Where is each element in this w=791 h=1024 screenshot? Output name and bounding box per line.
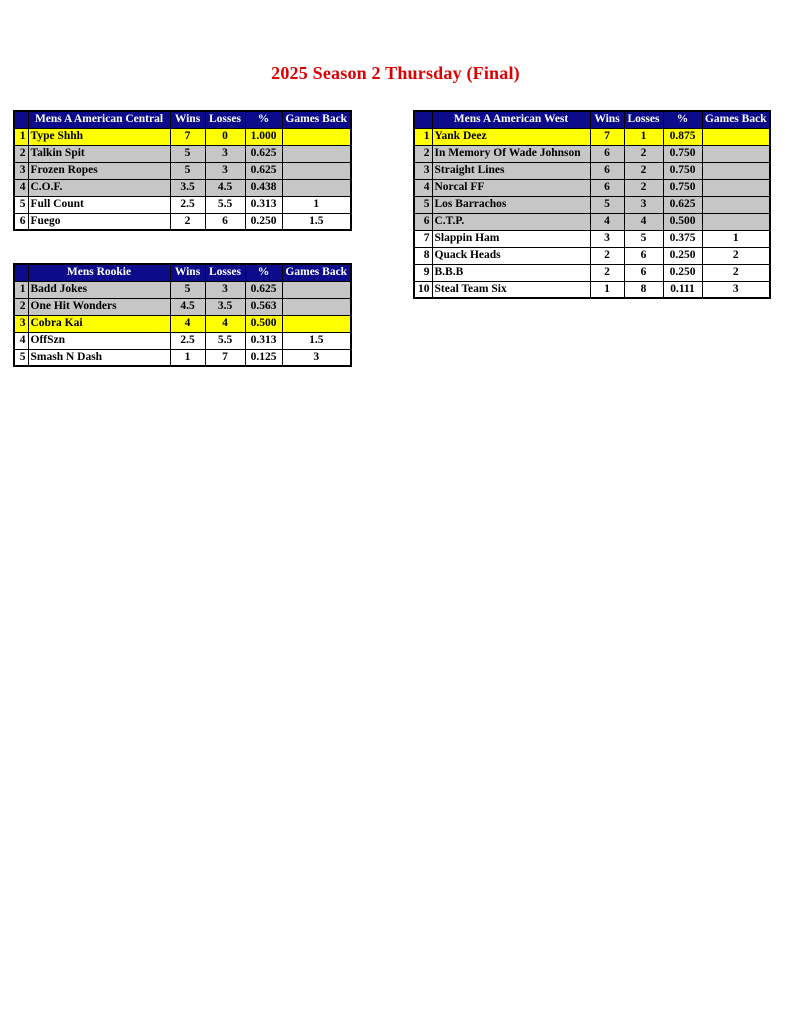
- rank-cell: 3: [14, 315, 28, 332]
- wins-column-header: Wins: [170, 264, 205, 281]
- pct-cell: 0.125: [245, 349, 282, 366]
- losses-column-header: Losses: [205, 111, 245, 128]
- losses-cell: 7: [205, 349, 245, 366]
- rank-cell: 7: [414, 230, 432, 247]
- rank-column-header: [14, 111, 28, 128]
- wins-cell: 5: [170, 145, 205, 162]
- standings-rows: [14, 281, 351, 366]
- rank-cell: 5: [414, 196, 432, 213]
- team-name-cell: Steal Team Six: [432, 281, 590, 298]
- games-back-cell: 1: [282, 196, 351, 213]
- team-name-cell: Type Shhh: [28, 128, 170, 145]
- games-back-column-header: Games Back: [282, 264, 351, 281]
- losses-cell: 0: [205, 128, 245, 145]
- pct-cell: 0.750: [663, 179, 702, 196]
- team-name-cell: Smash N Dash: [28, 349, 170, 366]
- table-row: [14, 196, 351, 213]
- rank-cell: 2: [14, 145, 28, 162]
- team-name-cell: Yank Deez: [432, 128, 590, 145]
- rank-cell: 5: [14, 349, 28, 366]
- rank-cell: 4: [14, 332, 28, 349]
- losses-cell: 3: [205, 162, 245, 179]
- losses-cell: 3: [205, 281, 245, 298]
- wins-cell: 7: [590, 128, 624, 145]
- rank-cell: 2: [414, 145, 432, 162]
- losses-cell: 4.5: [205, 179, 245, 196]
- rank-cell: 3: [14, 162, 28, 179]
- games-back-cell: [282, 145, 351, 162]
- games-back-cell: [282, 179, 351, 196]
- pct-cell: 0.250: [663, 247, 702, 264]
- table-row: [14, 298, 351, 315]
- rank-cell: 6: [414, 213, 432, 230]
- table-header-row: [14, 111, 351, 128]
- rank-cell: 3: [414, 162, 432, 179]
- table-row: [414, 196, 770, 213]
- team-name-cell: Frozen Ropes: [28, 162, 170, 179]
- rank-cell: 8: [414, 247, 432, 264]
- pct-cell: 0.438: [245, 179, 282, 196]
- team-name-cell: In Memory Of Wade Johnson: [432, 145, 590, 162]
- standings-rows: [414, 128, 770, 298]
- wins-cell: 5: [170, 281, 205, 298]
- division-title: Mens A American Central: [28, 111, 170, 128]
- table-row: [14, 349, 351, 366]
- rank-cell: 9: [414, 264, 432, 281]
- table-row: [414, 128, 770, 145]
- games-back-cell: [702, 213, 770, 230]
- pct-cell: 1.000: [245, 128, 282, 145]
- pct-column-header: %: [245, 111, 282, 128]
- wins-cell: 6: [590, 145, 624, 162]
- team-name-cell: Full Count: [28, 196, 170, 213]
- pct-cell: 0.875: [663, 128, 702, 145]
- table-row: [414, 162, 770, 179]
- rank-cell: 5: [14, 196, 28, 213]
- games-back-cell: 1.5: [282, 213, 351, 230]
- pct-cell: 0.111: [663, 281, 702, 298]
- wins-cell: 3.5: [170, 179, 205, 196]
- losses-cell: 1: [624, 128, 663, 145]
- team-name-cell: Quack Heads: [432, 247, 590, 264]
- team-name-cell: Cobra Kai: [28, 315, 170, 332]
- table-row: [14, 281, 351, 298]
- table-row: [414, 145, 770, 162]
- team-name-cell: OffSzn: [28, 332, 170, 349]
- pct-cell: 0.750: [663, 162, 702, 179]
- table-row: [14, 145, 351, 162]
- pct-cell: 0.250: [245, 213, 282, 230]
- games-back-column-header: Games Back: [282, 111, 351, 128]
- rank-cell: 4: [14, 179, 28, 196]
- wins-cell: 2.5: [170, 196, 205, 213]
- losses-cell: 2: [624, 162, 663, 179]
- table-row: [14, 179, 351, 196]
- games-back-cell: [702, 128, 770, 145]
- team-name-cell: Badd Jokes: [28, 281, 170, 298]
- pct-cell: 0.625: [245, 162, 282, 179]
- rank-cell: 1: [14, 128, 28, 145]
- wins-column-header: Wins: [590, 111, 624, 128]
- games-back-cell: 2: [702, 247, 770, 264]
- games-back-column-header: Games Back: [702, 111, 770, 128]
- losses-cell: 5.5: [205, 196, 245, 213]
- games-back-cell: [702, 196, 770, 213]
- games-back-cell: [282, 315, 351, 332]
- pct-cell: 0.563: [245, 298, 282, 315]
- team-name-cell: Fuego: [28, 213, 170, 230]
- games-back-cell: [282, 281, 351, 298]
- wins-cell: 7: [170, 128, 205, 145]
- division-title: Mens Rookie: [28, 264, 170, 281]
- rank-column-header: [14, 264, 28, 281]
- games-back-cell: [702, 179, 770, 196]
- team-name-cell: Los Barrachos: [432, 196, 590, 213]
- table-row: [14, 128, 351, 145]
- games-back-cell: [282, 128, 351, 145]
- losses-cell: 8: [624, 281, 663, 298]
- losses-cell: 4: [624, 213, 663, 230]
- rank-column-header: [414, 111, 432, 128]
- table-row: [414, 230, 770, 247]
- wins-cell: 6: [590, 179, 624, 196]
- table-row: [414, 179, 770, 196]
- rank-cell: 1: [14, 281, 28, 298]
- pct-column-header: %: [245, 264, 282, 281]
- pct-cell: 0.625: [245, 281, 282, 298]
- pct-cell: 0.375: [663, 230, 702, 247]
- pct-cell: 0.625: [663, 196, 702, 213]
- wins-cell: 2.5: [170, 332, 205, 349]
- rank-cell: 1: [414, 128, 432, 145]
- team-name-cell: Talkin Spit: [28, 145, 170, 162]
- losses-cell: 2: [624, 179, 663, 196]
- team-name-cell: C.O.F.: [28, 179, 170, 196]
- losses-cell: 3: [624, 196, 663, 213]
- wins-cell: 2: [590, 247, 624, 264]
- wins-cell: 2: [170, 213, 205, 230]
- losses-cell: 3.5: [205, 298, 245, 315]
- games-back-cell: 3: [702, 281, 770, 298]
- pct-cell: 0.750: [663, 145, 702, 162]
- wins-cell: 3: [590, 230, 624, 247]
- division-title: Mens A American West: [432, 111, 590, 128]
- team-name-cell: One Hit Wonders: [28, 298, 170, 315]
- table-header-row: [414, 111, 770, 128]
- losses-cell: 4: [205, 315, 245, 332]
- standings-table-mens-a-american-central: [13, 110, 352, 231]
- rank-cell: 6: [14, 213, 28, 230]
- games-back-cell: [282, 162, 351, 179]
- wins-cell: 6: [590, 162, 624, 179]
- wins-cell: 4: [170, 315, 205, 332]
- games-back-cell: 1.5: [282, 332, 351, 349]
- losses-column-header: Losses: [624, 111, 663, 128]
- pct-column-header: %: [663, 111, 702, 128]
- games-back-cell: [282, 298, 351, 315]
- rank-cell: 4: [414, 179, 432, 196]
- losses-cell: 6: [205, 213, 245, 230]
- games-back-cell: [702, 162, 770, 179]
- games-back-cell: 3: [282, 349, 351, 366]
- games-back-cell: 2: [702, 264, 770, 281]
- standings-table-mens-rookie: [13, 263, 352, 367]
- pct-cell: 0.250: [663, 264, 702, 281]
- table-row: [414, 213, 770, 230]
- team-name-cell: B.B.B: [432, 264, 590, 281]
- losses-cell: 5.5: [205, 332, 245, 349]
- pct-cell: 0.500: [663, 213, 702, 230]
- losses-cell: 5: [624, 230, 663, 247]
- losses-column-header: Losses: [205, 264, 245, 281]
- losses-cell: 6: [624, 247, 663, 264]
- standings-rows: [14, 128, 351, 230]
- table-row: [14, 213, 351, 230]
- pct-cell: 0.625: [245, 145, 282, 162]
- table-row: [414, 247, 770, 264]
- pct-cell: 0.313: [245, 332, 282, 349]
- standings-table-mens-a-american-west: [413, 110, 771, 299]
- rank-cell: 2: [14, 298, 28, 315]
- table-row: [414, 281, 770, 298]
- wins-cell: 1: [590, 281, 624, 298]
- losses-cell: 2: [624, 145, 663, 162]
- table-row: [14, 315, 351, 332]
- wins-cell: 4.5: [170, 298, 205, 315]
- rank-cell: 10: [414, 281, 432, 298]
- team-name-cell: Straight Lines: [432, 162, 590, 179]
- losses-cell: 3: [205, 145, 245, 162]
- losses-cell: 6: [624, 264, 663, 281]
- wins-cell: 5: [170, 162, 205, 179]
- table-row: [414, 264, 770, 281]
- wins-column-header: Wins: [170, 111, 205, 128]
- wins-cell: 4: [590, 213, 624, 230]
- table-header-row: [14, 264, 351, 281]
- team-name-cell: Slappin Ham: [432, 230, 590, 247]
- pct-cell: 0.313: [245, 196, 282, 213]
- table-row: [14, 162, 351, 179]
- pct-cell: 0.500: [245, 315, 282, 332]
- games-back-cell: [702, 145, 770, 162]
- table-row: [14, 332, 351, 349]
- page-title: 2025 Season 2 Thursday (Final): [271, 63, 520, 83]
- wins-cell: 2: [590, 264, 624, 281]
- team-name-cell: C.T.P.: [432, 213, 590, 230]
- wins-cell: 1: [170, 349, 205, 366]
- games-back-cell: 1: [702, 230, 770, 247]
- team-name-cell: Norcal FF: [432, 179, 590, 196]
- wins-cell: 5: [590, 196, 624, 213]
